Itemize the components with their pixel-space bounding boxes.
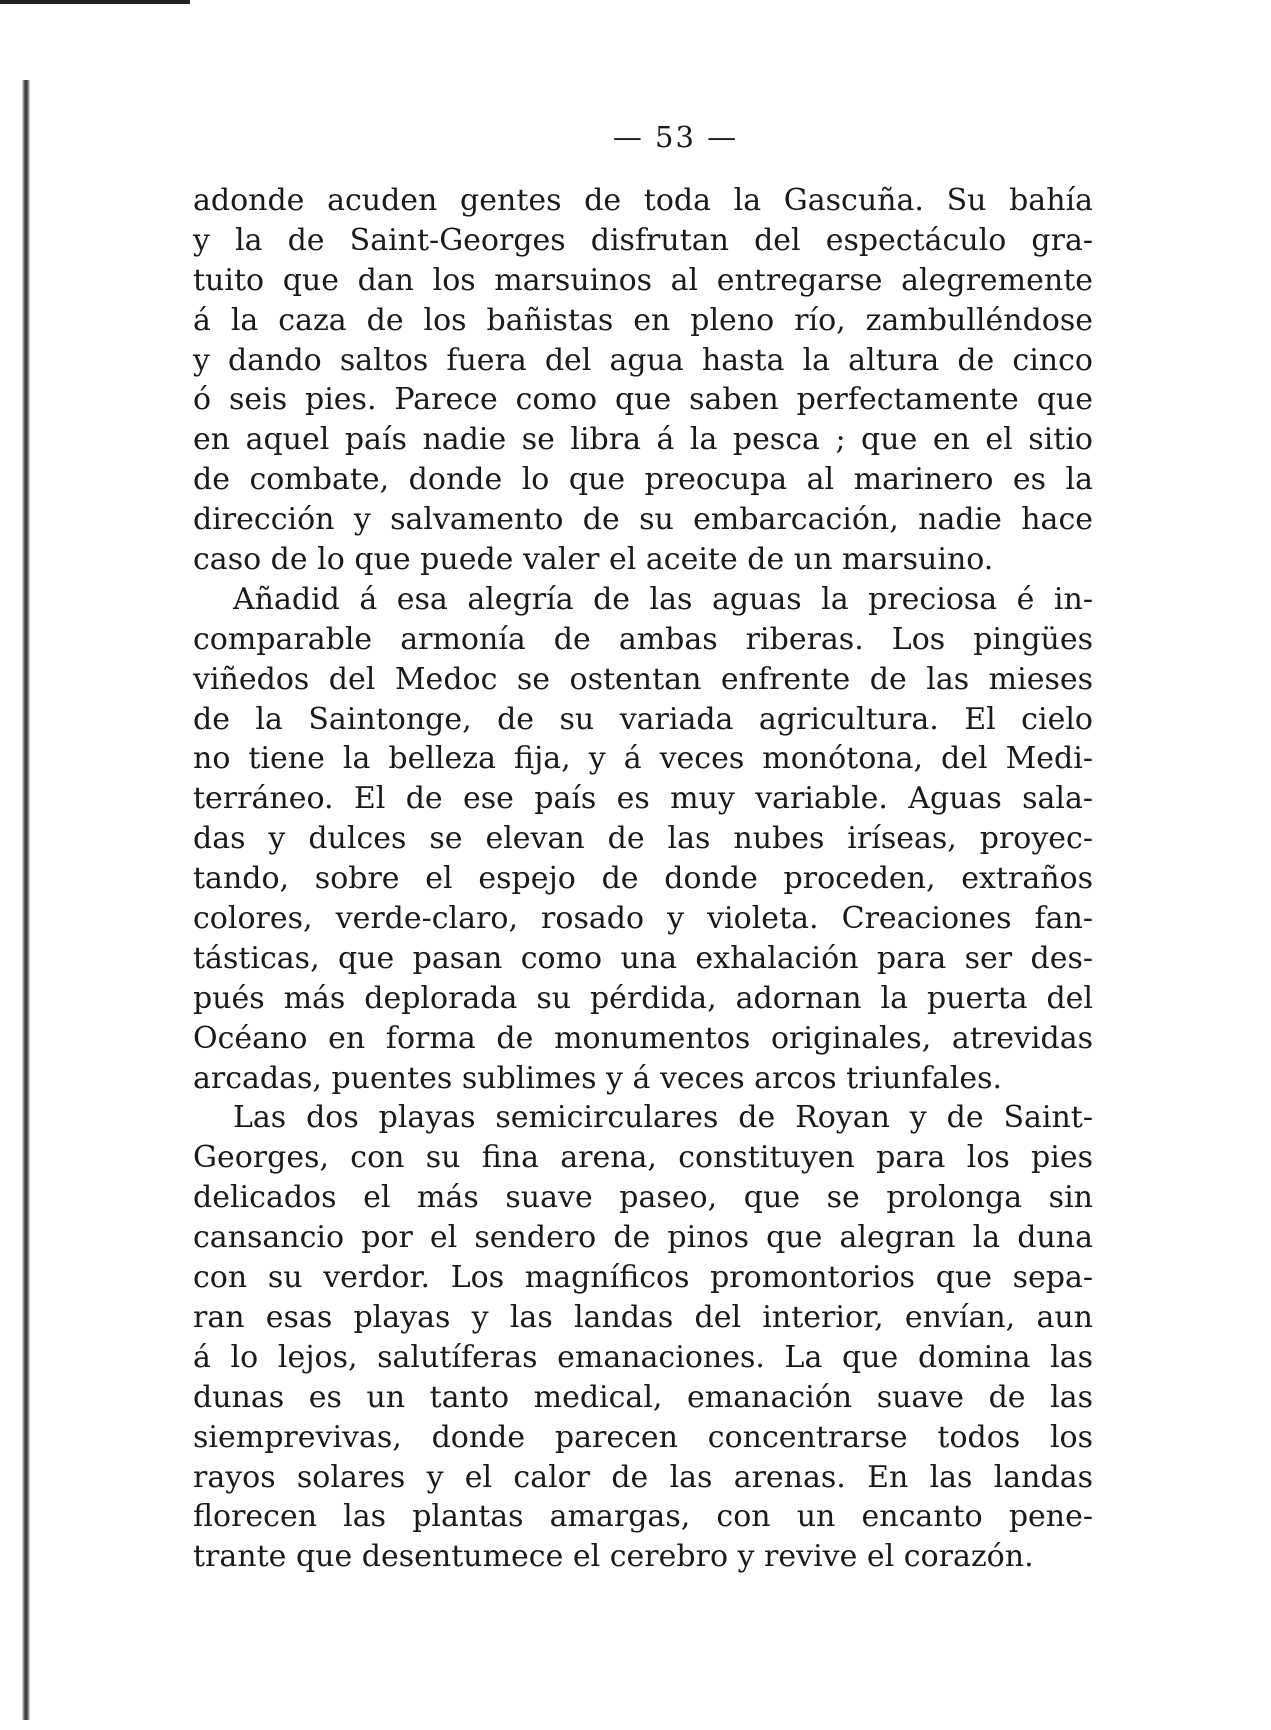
text-line: ran esas playas y las landas del interior, envían, aun bbox=[193, 1299, 1093, 1335]
text-line: de la Saintonge, de su variada agricultura. El cielo bbox=[193, 701, 1093, 737]
text-line: tando, sobre el espejo de donde proceden, extraños bbox=[193, 861, 1093, 897]
text-line: delicados el más suave paseo, que se prolonga sin bbox=[193, 1180, 1093, 1216]
text-line: en aquel país nadie se libra á la pesca ; que en el sitio bbox=[193, 422, 1093, 458]
binding-edge bbox=[22, 80, 30, 1720]
text-line: á la caza de los bañistas en pleno río, zambulléndose bbox=[193, 302, 1093, 338]
page-number: — 53 — bbox=[612, 120, 739, 154]
text-line: trante que desentumece el cerebro y revive el corazón. bbox=[193, 1539, 1034, 1575]
text-line: das y dulces se elevan de las nubes iríseas, proyec- bbox=[193, 821, 1093, 857]
text-line: y dando saltos fuera del agua hasta la altura de cinco bbox=[193, 342, 1093, 378]
text-line: colores, verde-claro, rosado y violeta. Creaciones fan- bbox=[193, 901, 1093, 937]
text-line: siemprevivas, donde parecen concentrarse todos los bbox=[193, 1419, 1093, 1455]
text-line: arcadas, puentes sublimes y á veces arcos triunfales. bbox=[193, 1060, 1003, 1096]
text-line: cansancio por el sendero de pinos que alegran la duna bbox=[193, 1220, 1093, 1256]
text-line: dirección y salvamento de su embarcación, nadie hace bbox=[193, 502, 1093, 538]
text-line: de combate, donde lo que preocupa al marinero es la bbox=[193, 462, 1093, 498]
text-line: no tiene la belleza fija, y á veces monótona, del Medi- bbox=[193, 741, 1093, 777]
text-line: y la de Saint-Georges disfrutan del espectáculo gra- bbox=[193, 222, 1093, 258]
text-line: Georges, con su fina arena, constituyen para los pies bbox=[193, 1140, 1093, 1176]
text-line: florecen las plantas amargas, con un encanto pene- bbox=[193, 1499, 1093, 1535]
text-line: Añadid á esa alegría de las aguas la preciosa é in- bbox=[233, 581, 1093, 617]
paragraph-3 bbox=[193, 1098, 1093, 1577]
text-line: tuito que dan los marsuinos al entregarse alegremente bbox=[193, 262, 1093, 298]
text-line: comparable armonía de ambas riberas. Los pingües bbox=[193, 621, 1093, 657]
text-line: pués más deplorada su pérdida, adornan la puerta del bbox=[193, 980, 1093, 1016]
text-line: con su verdor. Los magníficos promontorios que sepa- bbox=[193, 1260, 1093, 1296]
paragraph-1 bbox=[193, 181, 1093, 580]
text-line: dunas es un tanto medical, emanación suave de las bbox=[193, 1379, 1093, 1415]
text-line: tásticas, que pasan como una exhalación para ser des- bbox=[193, 940, 1093, 976]
text-line: Las dos playas semicirculares de Royan y de Saint- bbox=[233, 1100, 1093, 1136]
text-line: adonde acuden gentes de toda la Gascuña. Su bahía bbox=[193, 183, 1093, 218]
text-line: ó seis pies. Parece como que saben perfectamente que bbox=[193, 382, 1093, 418]
text-line: á lo lejos, salutíferas emanaciones. La que domina las bbox=[193, 1339, 1093, 1375]
text-line: caso de lo que puede valer el aceite de un marsuino. bbox=[193, 542, 994, 578]
text-line: terráneo. El de ese país es muy variable. Aguas sala- bbox=[193, 781, 1093, 817]
paragraph-2 bbox=[193, 580, 1093, 1099]
text-line: rayos solares y el calor de las arenas. En las landas bbox=[193, 1459, 1093, 1495]
text-line: Océano en forma de monumentos originales, atrevidas bbox=[193, 1020, 1093, 1056]
text-line: viñedos del Medoc se ostentan enfrente de las mieses bbox=[193, 661, 1093, 697]
scan-top-mark bbox=[0, 0, 190, 4]
body-text bbox=[193, 181, 1093, 1577]
